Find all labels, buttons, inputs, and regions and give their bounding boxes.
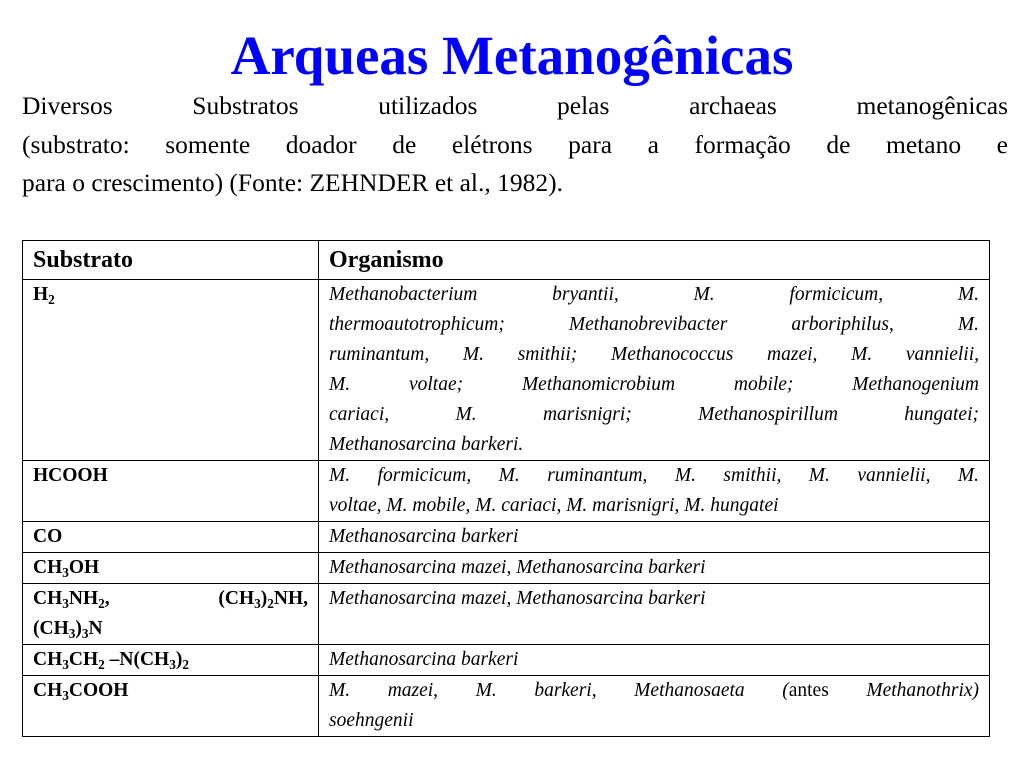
formula-subscript: 3 xyxy=(62,656,69,672)
formula-text: COOH xyxy=(68,680,129,701)
organism-line: voltae, M. mobile, M. cariaci, M. marisnigri, M. hungatei xyxy=(329,495,779,516)
table-body xyxy=(23,280,990,737)
intro-line: Diversos Substratos utilizados pelas archaeas metanogênicas xyxy=(22,91,1008,120)
table-row xyxy=(23,280,990,461)
intro-paragraph xyxy=(22,87,1008,203)
formula-text: –N(CH xyxy=(104,649,170,670)
organism-text: Methanothrix) xyxy=(828,680,980,701)
table-row xyxy=(23,553,990,584)
organism-line: soehngenii xyxy=(329,710,414,731)
organism-line: Methanosarcina barkeri. xyxy=(329,434,524,455)
formula-text: ) xyxy=(260,588,268,609)
organism-cell xyxy=(319,280,990,461)
substrate-cell xyxy=(23,522,319,553)
organism-line: cariaci, M. marisnigri; Methanospirillum hungatei; xyxy=(329,404,979,425)
formula-text: OH xyxy=(68,557,100,578)
formula-text: ) xyxy=(75,618,82,639)
formula-text: CH xyxy=(33,557,63,578)
formula-text: CH xyxy=(33,680,63,701)
organism-text: antes xyxy=(788,680,829,701)
header-organismo: Organismo xyxy=(319,241,990,280)
formula-subscript: 2 xyxy=(182,656,189,672)
formula-subscript: 3 xyxy=(62,564,69,580)
table-row xyxy=(23,461,990,522)
formula-subscript: 2 xyxy=(98,656,105,672)
formula-text: NH, xyxy=(273,588,308,609)
formula-subscript: 3 xyxy=(68,625,76,641)
organism-cell xyxy=(319,584,990,645)
formula-subscript: 3 xyxy=(81,625,89,641)
formula-text: CH xyxy=(33,649,63,670)
table-header-row xyxy=(23,241,990,280)
formula-subscript: 2 xyxy=(267,595,274,611)
formula-text: CH xyxy=(68,649,99,670)
organism-cell xyxy=(319,522,990,553)
header-substrato: Substrato xyxy=(23,241,319,280)
substrate-cell xyxy=(23,461,319,522)
formula-text: N xyxy=(88,618,103,639)
formula-text: H xyxy=(33,284,49,305)
organism-line: Methanosarcina barkeri xyxy=(329,649,519,670)
organism-line xyxy=(329,676,979,706)
organism-line: Methanosarcina barkeri xyxy=(329,526,519,547)
organism-text: M. mazei, M. barkeri, Methanosaeta ( xyxy=(329,680,789,701)
formula-subscript: 3 xyxy=(62,595,69,611)
formula-text: ) xyxy=(175,649,183,670)
formula-text: HCOOH xyxy=(33,465,108,486)
substrate-cell xyxy=(23,553,319,584)
substrate-line xyxy=(33,584,308,614)
table-row xyxy=(23,645,990,676)
organism-line: Methanobacterium bryantii, M. formicicum, M. xyxy=(329,284,979,305)
organism-line: ruminantum, M. smithii; Methanococcus mazei, M. vannielii, xyxy=(329,344,979,365)
organism-cell xyxy=(319,553,990,584)
formula-text: NH xyxy=(68,588,99,609)
organism-cell xyxy=(319,645,990,676)
substrate-cell xyxy=(23,645,319,676)
organism-line: Methanosarcina mazei, Methanosarcina barkeri xyxy=(329,557,706,578)
table-row xyxy=(23,584,990,645)
formula-subscript: 2 xyxy=(48,291,55,307)
formula-text: (CH xyxy=(33,618,69,639)
substrate-cell xyxy=(23,584,319,645)
intro-line: para o crescimento) (Fonte: ZEHNDER et al., 1982). xyxy=(22,168,564,197)
formula-subscript: 3 xyxy=(169,656,176,672)
formula-subscript: 2 xyxy=(98,595,105,611)
substrate-table xyxy=(22,240,990,737)
formula-text: CH xyxy=(33,588,63,609)
table-row xyxy=(23,676,990,737)
formula-subscript: 3 xyxy=(254,595,261,611)
table-row xyxy=(23,522,990,553)
organism-line: thermoautotrophicum; Methanobrevibacter arboriphilus, M. xyxy=(329,314,979,335)
formula-text: , (CH xyxy=(104,588,255,609)
organism-cell xyxy=(319,461,990,522)
organism-cell xyxy=(319,676,990,737)
organism-line: M. formicicum, M. ruminantum, M. smithii, M. vannielii, M. xyxy=(329,465,979,486)
substrate-cell xyxy=(23,280,319,461)
page-title: Arqueas Metanogênicas xyxy=(230,25,794,86)
intro-line: (substrato: somente doador de elétrons para a formação de metano e xyxy=(22,129,1008,159)
substrate-line xyxy=(33,614,308,644)
formula-text: CO xyxy=(33,526,63,547)
organism-line: M. voltae; Methanomicrobium mobile; Methanogenium xyxy=(329,374,979,395)
formula-subscript: 3 xyxy=(62,687,69,703)
substrate-cell xyxy=(23,676,319,737)
organism-line: Methanosarcina mazei, Methanosarcina barkeri xyxy=(329,588,706,609)
